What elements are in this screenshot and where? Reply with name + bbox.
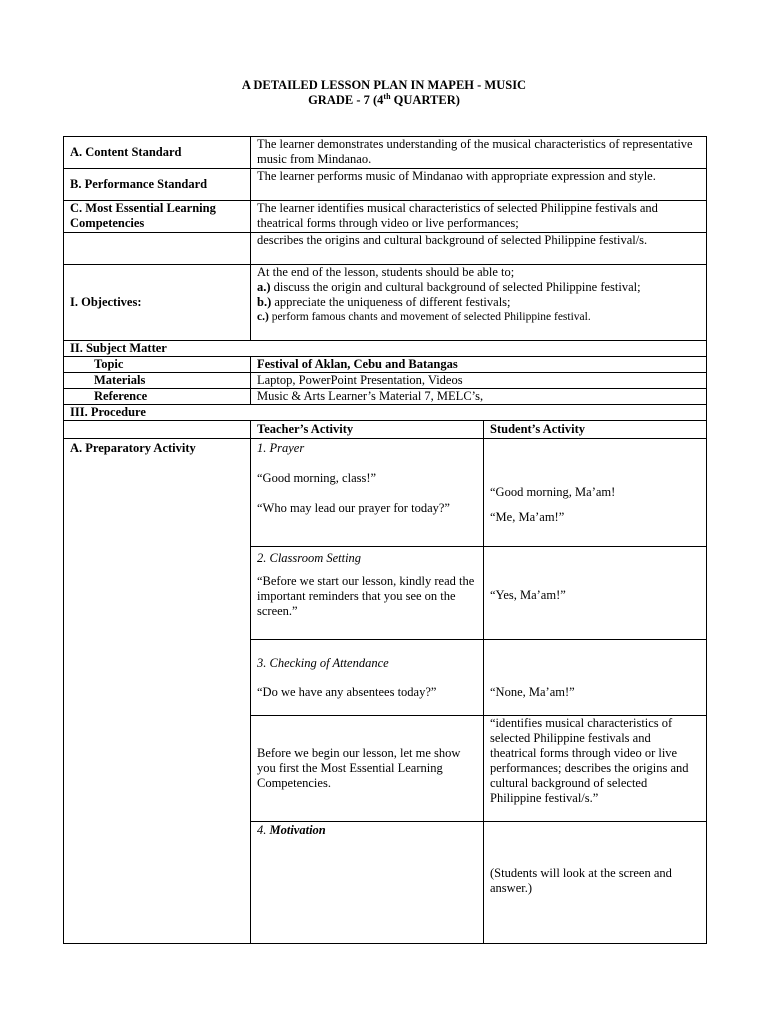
performance-standard-row <box>64 169 707 201</box>
motivation-student-cell <box>484 822 707 944</box>
melc-label: C. Most Essential Learning Competencies <box>64 201 251 233</box>
objectives-intro: At the end of the lesson, students should be able to; <box>257 265 515 279</box>
setting-teacher-cell <box>251 547 484 640</box>
melc-empty-cell <box>64 233 251 265</box>
setting-student-cell <box>484 547 707 640</box>
attendance-student-cell <box>484 640 707 716</box>
motivation-heading-line <box>257 823 477 838</box>
attendance-teacher-line: “Do we have any absentees today?” <box>257 685 437 699</box>
reference-label: Reference <box>64 389 251 405</box>
objective-a-text: discuss the origin and cultural background of selected Philippine festival; <box>270 280 641 294</box>
preparatory-activity-label: A. Preparatory Activity <box>64 439 251 944</box>
attendance-student-line: “None, Ma’am!” <box>490 685 575 699</box>
melc-row-2 <box>64 233 707 265</box>
attendance-teacher-cell <box>251 640 484 716</box>
lesson-plan-table <box>63 136 707 944</box>
topic-row <box>64 357 707 373</box>
objectives-row <box>64 265 707 341</box>
objective-c <box>257 310 700 325</box>
content-standard-label: A. Content Standard <box>64 137 251 169</box>
prayer-student-line-1: “Good morning, Ma’am! <box>490 485 616 499</box>
prayer-teacher-line-2: “Who may lead our prayer for today?” <box>257 501 450 515</box>
subject-matter-label: II. Subject Matter <box>64 341 707 357</box>
motivation-student-line: (Students will look at the screen and answer.) <box>490 866 672 895</box>
melc-teacher-cell <box>251 716 484 822</box>
procedure-row <box>64 405 707 421</box>
materials-row <box>64 373 707 389</box>
melc-text-1: The learner identifies musical characteristics of selected Philippine festivals and theatrical forms through video or live performances; <box>251 201 707 233</box>
setting-teacher-line: “Before we start our lesson, kindly read the important reminders that you see on the screen.” <box>257 574 475 618</box>
activity-header-row <box>64 421 707 439</box>
melc-text-2: describes the origins and cultural background of selected Philippine festival/s. <box>251 233 707 265</box>
prayer-student-cell <box>484 439 707 547</box>
prayer-student-line-2: “Me, Ma’am!” <box>490 510 565 524</box>
activity-header-empty <box>64 421 251 439</box>
objective-a-tag: a.) <box>257 280 271 294</box>
objectives-cell <box>251 265 707 341</box>
objective-b-text: appreciate the uniqueness of different festivals; <box>271 295 511 309</box>
materials-value: Laptop, PowerPoint Presentation, Videos <box>251 373 707 389</box>
setting-heading: 2. Classroom Setting <box>257 551 362 565</box>
melc-student-cell <box>484 716 707 822</box>
objective-c-tag: c.) <box>257 311 269 323</box>
attendance-heading: 3. Checking of Attendance <box>257 656 389 670</box>
motivation-number: 4. <box>257 823 270 837</box>
prayer-row <box>64 439 707 547</box>
objective-b <box>257 295 700 310</box>
objectives-label: I. Objectives: <box>64 265 251 341</box>
grade-quarter-heading <box>0 93 768 108</box>
materials-label: Materials <box>64 373 251 389</box>
grade-prefix: GRADE - 7 (4 <box>308 93 384 107</box>
content-standard-text: The learner demonstrates understanding of the musical characteristics of representative music from Mindanao. <box>251 137 707 169</box>
topic-label: Topic <box>64 357 251 373</box>
document-title: A DETAILED LESSON PLAN IN MAPEH - MUSIC <box>241 78 527 92</box>
content-standard-row <box>64 137 707 169</box>
subject-matter-row <box>64 341 707 357</box>
melc-student-line: “identifies musical characteristics of selected Philippine festivals and theatrical forms through video or live performances; describes the origins and cultural background of selected Philippine festival/s.” <box>490 716 689 805</box>
student-activity-header: Student’s Activity <box>484 421 707 439</box>
grade-superscript: th <box>383 91 391 101</box>
melc-row <box>64 201 707 233</box>
teacher-activity-header: Teacher’s Activity <box>251 421 484 439</box>
performance-standard-label: B. Performance Standard <box>64 169 251 201</box>
motivation-heading: Motivation <box>269 823 326 837</box>
grade-suffix: QUARTER) <box>390 93 460 107</box>
performance-standard-text: The learner performs music of Mindanao with appropriate expression and style. <box>251 169 707 201</box>
prayer-teacher-line-1: “Good morning, class!” <box>257 471 377 485</box>
topic-value: Festival of Aklan, Cebu and Batangas <box>251 357 707 373</box>
objective-b-tag: b.) <box>257 295 272 309</box>
motivation-teacher-cell <box>251 822 484 944</box>
procedure-label: III. Procedure <box>64 405 707 421</box>
prayer-teacher-cell <box>251 439 484 547</box>
objective-c-text: perform famous chants and movement of selected Philippine festival. <box>268 311 591 323</box>
reference-row <box>64 389 707 405</box>
prayer-heading: 1. Prayer <box>257 441 305 455</box>
setting-student-line: “Yes, Ma’am!” <box>490 588 566 602</box>
objective-a <box>257 280 700 295</box>
reference-value: Music & Arts Learner’s Material 7, MELC’s, <box>251 389 707 405</box>
melc-teacher-line: Before we begin our lesson, let me show you first the Most Essential Learning Competencies. <box>257 746 461 790</box>
